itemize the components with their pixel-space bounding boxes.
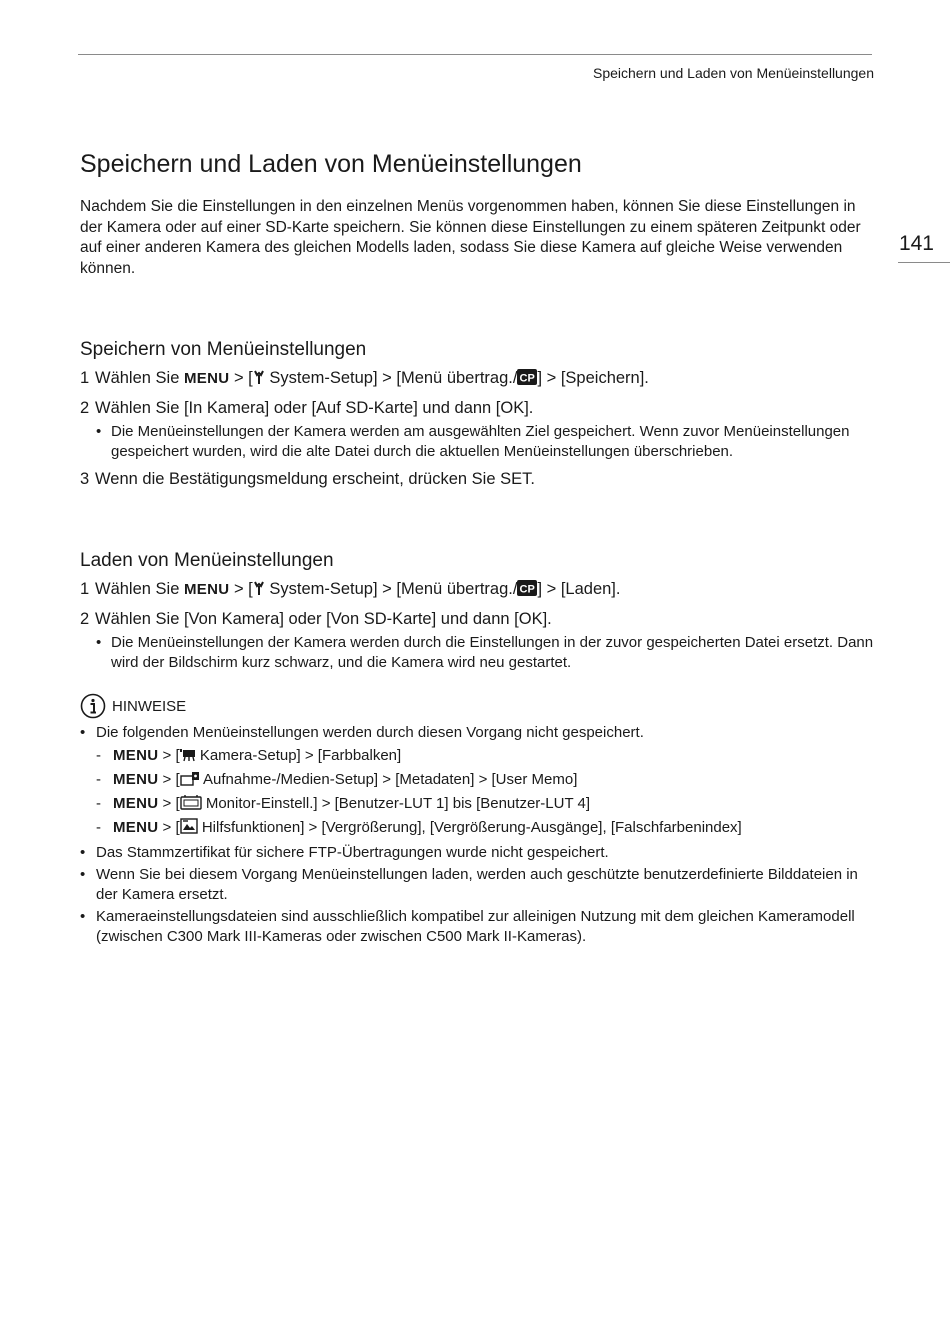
list-item: • Die folgenden Menüeinstellungen werden durch diesen Vorgang nicht gespeichert. [80, 724, 644, 741]
save-section [80, 339, 874, 490]
page-number: 141 [898, 232, 934, 255]
load-step-1: 1 Wählen Sie MENU > [ System-Setup] > [Menü übertrag./ CP ] > [Laden]. [80, 578, 874, 602]
list-item: - MENU > [ Monitor-Einstell.] > [Benutzer-LUT 1] bis [Benutzer-LUT 4] [80, 793, 874, 817]
page-title: Speichern und Laden von Menüeinstellungen [80, 150, 582, 178]
load-step-2-bullets [80, 633, 874, 673]
list-item: • Wenn Sie bei diesem Vorgang Menüeinstellungen laden, werden auch geschützte benutzerdefinierte Bilddateien in der Kamera ersetzt. [80, 866, 858, 903]
camera-setup-icon [180, 747, 196, 769]
menu-button-icon: MENU [113, 819, 159, 836]
wrench-icon [253, 369, 265, 391]
save-step-3: 3 Wenn die Bestätigungsmeldung erscheint, drücken Sie SET. [80, 470, 535, 488]
not-saved-settings-list [80, 745, 874, 841]
menu-button-icon: MENU [113, 795, 159, 812]
list-item: • Die Menüeinstellungen der Kamera werden durch die Einstellungen in der zuvor gespeicherten Datei ersetzt. Dann wird der Bildschirm kurz schwarz, und die Kamera wird neu gestartet. [96, 634, 874, 671]
load-step-2: 2 Wählen Sie [Von Kamera] oder [Von SD-Karte] und dann [OK]. [80, 610, 552, 628]
load-section-heading: Laden von Menüeinstellungen [80, 550, 334, 571]
top-rule [78, 54, 872, 55]
cp-icon [517, 369, 537, 391]
menu-button-icon: MENU [183, 581, 230, 598]
save-step-2-bullets [80, 422, 874, 462]
notes-list [80, 723, 874, 947]
page-number-rule [898, 262, 950, 263]
cp-icon [517, 580, 537, 602]
menu-button-icon: MENU [113, 747, 159, 764]
wrench-icon [253, 580, 265, 602]
menu-button-icon: MENU [183, 370, 230, 387]
save-step-2: 2 Wählen Sie [In Kamera] oder [Auf SD-Karte] und dann [OK]. [80, 399, 534, 417]
list-item: - MENU > [ Hilfsfunktionen] > [Vergrößerung], [Vergrößerung-Ausgänge], [Falschfarbenindex] [80, 817, 874, 841]
info-icon [80, 693, 106, 719]
svg-text:CP: CP [519, 583, 536, 596]
load-section [80, 550, 874, 673]
list-item: - MENU > [ Kamera-Setup] > [Farbbalken] [80, 745, 874, 769]
load-steps [80, 578, 874, 673]
save-section-heading: Speichern von Menüeinstellungen [80, 339, 367, 360]
intro-paragraph: Nachdem Sie die Einstellungen in den einzelnen Menüs vorgenommen haben, können Sie diese Einstellungen in der Kamera oder auf einer SD-Karte speichern. Sie können diese Einstellungen zu einem späteren Zeitpunkt oder auf einer anderen Kamera des gleichen Modells laden, sodass Sie diese Kamera auf gleiche Weise verwenden können. [80, 198, 861, 277]
save-steps [80, 367, 874, 490]
list-item: • Kameraeinstellungsdateien sind ausschließlich kompatibel zur alleinigen Nutzung mit dem gleichen Kameramodell (zwischen C300 Mark III-Kameras oder zwischen C500 Mark II-Kameras). [80, 908, 855, 945]
menu-button-icon: MENU [113, 771, 159, 788]
page-content [80, 150, 874, 947]
list-item: • Das Stammzertifikat für sichere FTP-Übertragungen wurde nicht gespeichert. [80, 844, 609, 861]
running-header: Speichern und Laden von Menüeinstellungen [593, 65, 874, 81]
assistance-functions-icon [180, 818, 198, 841]
list-item: - MENU > [ Aufnahme-/Medien-Setup] > [Metadaten] > [User Memo] [80, 769, 874, 793]
save-step-1: 1 Wählen Sie MENU > [ System-Setup] > [Menü übertrag./ CP ] > [Speichern]. [80, 367, 874, 391]
recording-media-setup-icon [180, 771, 200, 793]
list-item: • Die Menüeinstellungen der Kamera werden am ausgewählten Ziel gespeichert. Wenn zuvor Menüeinstellungen gespeichert wurden, wird die alte Datei durch die aktuellen Menüeinstellungen überschrieben. [96, 423, 850, 460]
svg-text:CP: CP [519, 372, 536, 385]
monitor-setup-icon [180, 795, 202, 817]
notes-heading: HINWEISE [80, 693, 874, 719]
